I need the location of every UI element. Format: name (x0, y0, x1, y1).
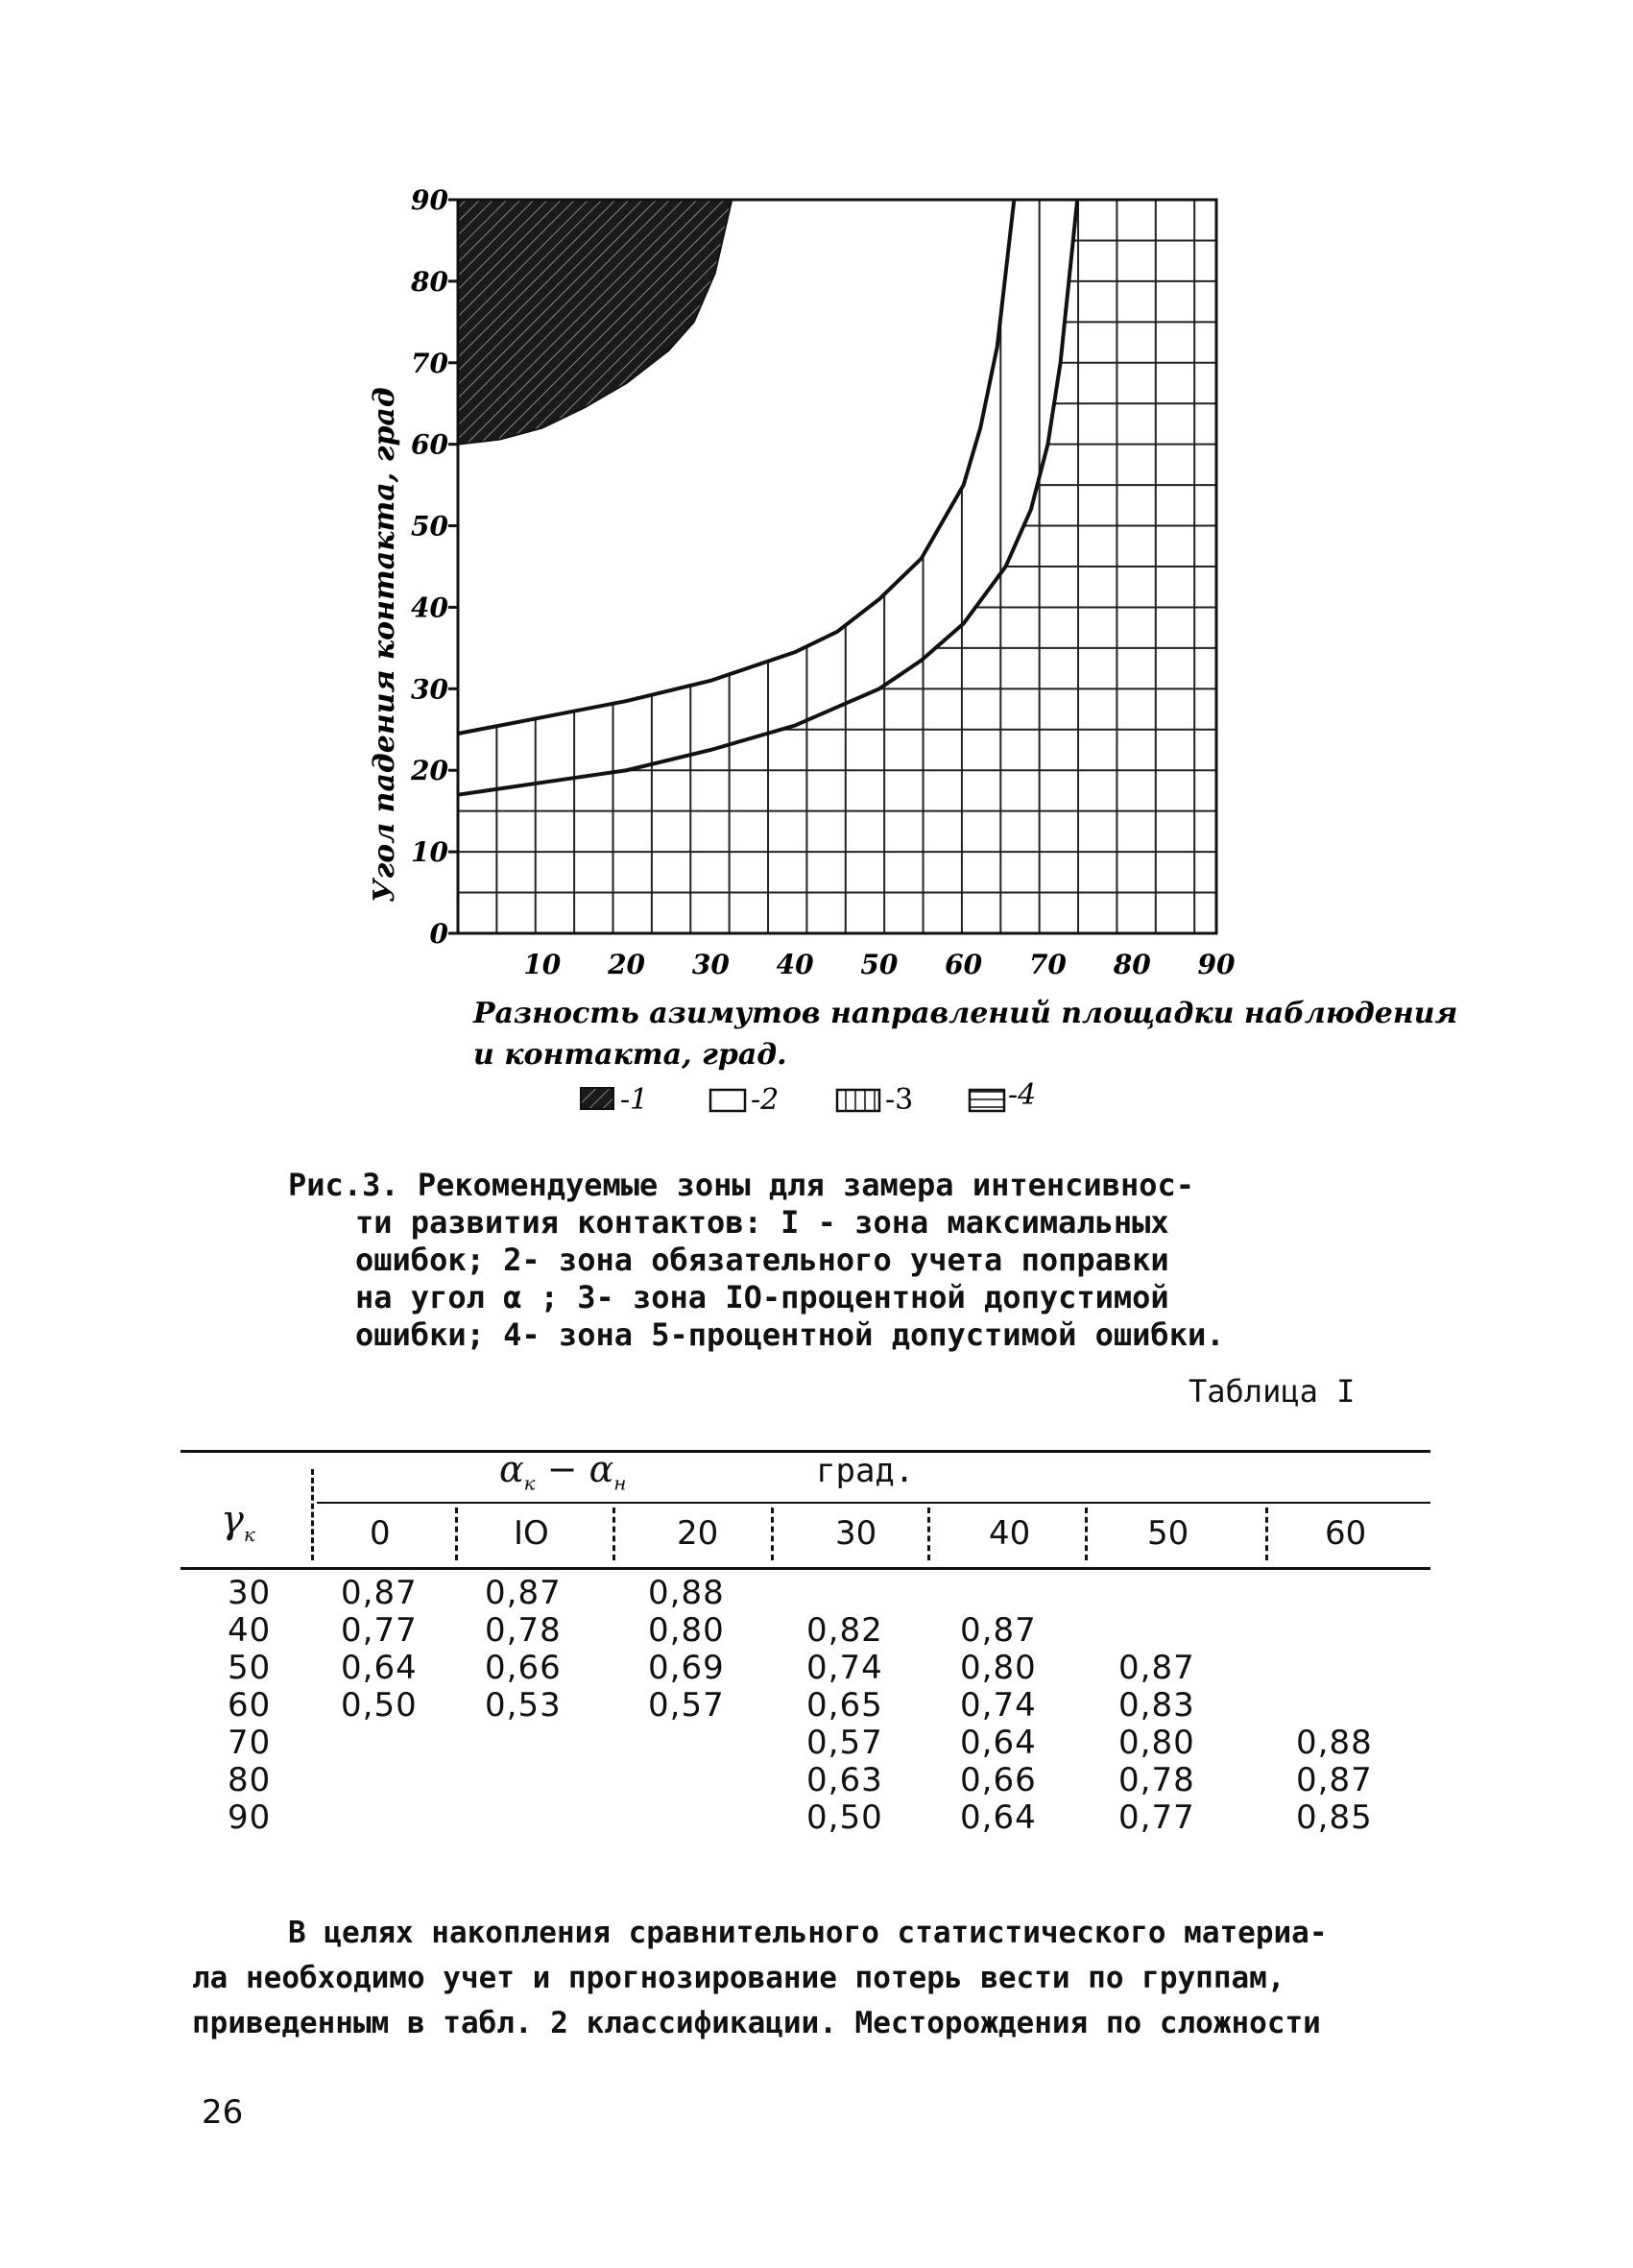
table-cell: 0,77 (341, 1611, 418, 1650)
table-header-rule (317, 1502, 1430, 1504)
row-label: 40 (228, 1611, 272, 1650)
table-cell: 0,64 (960, 1798, 1037, 1837)
table-header-bottom-rule (180, 1567, 1430, 1570)
y-tick-label: 10 (411, 836, 448, 869)
table-cell: 0,64 (341, 1649, 418, 1687)
y-tick-label: 70 (411, 347, 448, 379)
table-cell: 0,87 (1296, 1761, 1373, 1799)
row-label: 80 (228, 1761, 272, 1799)
column-header: 30 (835, 1514, 877, 1553)
y-axis-label: Угол падения контакта, град (368, 387, 401, 903)
column-separator (1085, 1508, 1088, 1560)
x-tick-label: 70 (1028, 949, 1067, 980)
table-title: Таблица I (1189, 1373, 1356, 1410)
y-tick-label: 40 (411, 591, 448, 624)
table-cell: 0,88 (648, 1574, 725, 1612)
x-tick-label: 40 (776, 949, 814, 980)
column-separator (771, 1508, 774, 1560)
table-cell: 0,80 (1118, 1724, 1195, 1762)
table-cell: 0,64 (960, 1724, 1037, 1762)
x-tick-label: 60 (945, 949, 983, 980)
column-separator (1265, 1508, 1268, 1560)
column-separator (455, 1508, 458, 1560)
x-tick-label: 10 (523, 949, 562, 980)
column-header: IO (514, 1514, 549, 1553)
legend-label-1: -1 (620, 1083, 649, 1117)
table-cell: 0,77 (1118, 1798, 1195, 1837)
table-cell: 0,66 (485, 1649, 562, 1687)
table-cell: 0,87 (960, 1611, 1037, 1650)
table-cell: 0,82 (806, 1611, 883, 1650)
column-group-label: $\alpha_к - \alpha_н$ (499, 1448, 627, 1495)
table-cell: 0,50 (341, 1686, 418, 1725)
caption-line: ти развития контактов: I - зона максимальных (355, 1204, 1169, 1241)
legend-label-3: -3 (885, 1083, 914, 1117)
table-cell: 0,66 (960, 1761, 1037, 1799)
table-cell: 0,78 (1118, 1761, 1195, 1799)
table-cell: 0,85 (1296, 1798, 1373, 1837)
row-label: 30 (228, 1574, 272, 1612)
table-cell: 0,83 (1118, 1686, 1195, 1725)
caption-line: ошибок; 2- зона обязательного учета поправки (355, 1242, 1169, 1278)
table-cell: 0,57 (806, 1724, 883, 1762)
paragraph-line: приведенным в табл. 2 классификации. Месторождения по сложности (192, 2006, 1321, 2040)
table-cell: 0,78 (485, 1611, 562, 1650)
table-cell: 0,87 (341, 1574, 418, 1612)
column-header: 20 (677, 1514, 719, 1553)
column-separator (311, 1469, 314, 1560)
legend-label-4: -4 (1008, 1078, 1037, 1112)
table-cell: 0,65 (806, 1686, 883, 1725)
body-paragraph (192, 1911, 1450, 2046)
table-cell: 0,74 (960, 1686, 1037, 1725)
table-cell: 0,50 (806, 1798, 883, 1837)
y-tick-label: 0 (429, 918, 448, 950)
table-cell: 0,80 (960, 1649, 1037, 1687)
caption-line: Рис.3. Рекомендуемые зоны для замера интенсивнос- (288, 1167, 1195, 1203)
column-header: 0 (370, 1514, 391, 1553)
y-tick-label: 60 (411, 428, 448, 461)
table-cell: 0,87 (485, 1574, 562, 1612)
x-tick-label: 30 (691, 949, 730, 980)
table-cell: 0,63 (806, 1761, 883, 1799)
page-number: 26 (202, 2093, 244, 2132)
row-label: 90 (228, 1798, 272, 1837)
x-axis-label-line2: и контакта, град. (473, 1038, 787, 1072)
x-axis-label-line1: Разность азимутов направлений площадки наблюдения (473, 997, 1458, 1030)
row-label: 50 (228, 1649, 272, 1687)
y-tick-label: 90 (411, 184, 448, 216)
y-tick-label: 80 (411, 265, 448, 298)
y-tick-label: 50 (411, 510, 448, 543)
legend-label-2: -2 (751, 1083, 780, 1117)
column-header: 60 (1325, 1514, 1367, 1553)
row-label: 60 (228, 1686, 272, 1725)
column-separator (612, 1508, 615, 1560)
table-cell: 0,88 (1296, 1724, 1373, 1762)
x-tick-label: 90 (1197, 949, 1236, 980)
column-header: 50 (1147, 1514, 1189, 1553)
caption-line: на угол α ; 3- зона IO-процентной допустимой (355, 1279, 1169, 1315)
column-separator (927, 1508, 930, 1560)
caption-line: ошибки; 4- зона 5-процентной допустимой ошибки. (355, 1316, 1225, 1353)
paragraph-line: ла необходимо учет и прогнозирование потерь вести по группам, (192, 1961, 1285, 1995)
table-cell: 0,53 (485, 1686, 562, 1725)
paragraph-line: В целях накопления сравнительного статистического материа- (288, 1916, 1328, 1950)
column-group-unit: град. (816, 1452, 915, 1490)
x-tick-label: 50 (860, 949, 899, 980)
table-cell: 0,87 (1118, 1649, 1195, 1687)
table-cell: 0,57 (648, 1686, 725, 1725)
table-top-rule (180, 1450, 1430, 1453)
column-header: 40 (989, 1514, 1031, 1553)
table-cell: 0,80 (648, 1611, 725, 1650)
y-tick-label: 20 (411, 755, 448, 787)
y-tick-label: 30 (411, 673, 448, 706)
row-label: 70 (228, 1724, 272, 1762)
table-cell: 0,74 (806, 1649, 883, 1687)
x-tick-label: 20 (608, 949, 646, 980)
row-header-gamma: $\gamma_к$ (221, 1498, 255, 1546)
table-cell: 0,69 (648, 1649, 725, 1687)
x-tick-label: 80 (1113, 949, 1151, 980)
